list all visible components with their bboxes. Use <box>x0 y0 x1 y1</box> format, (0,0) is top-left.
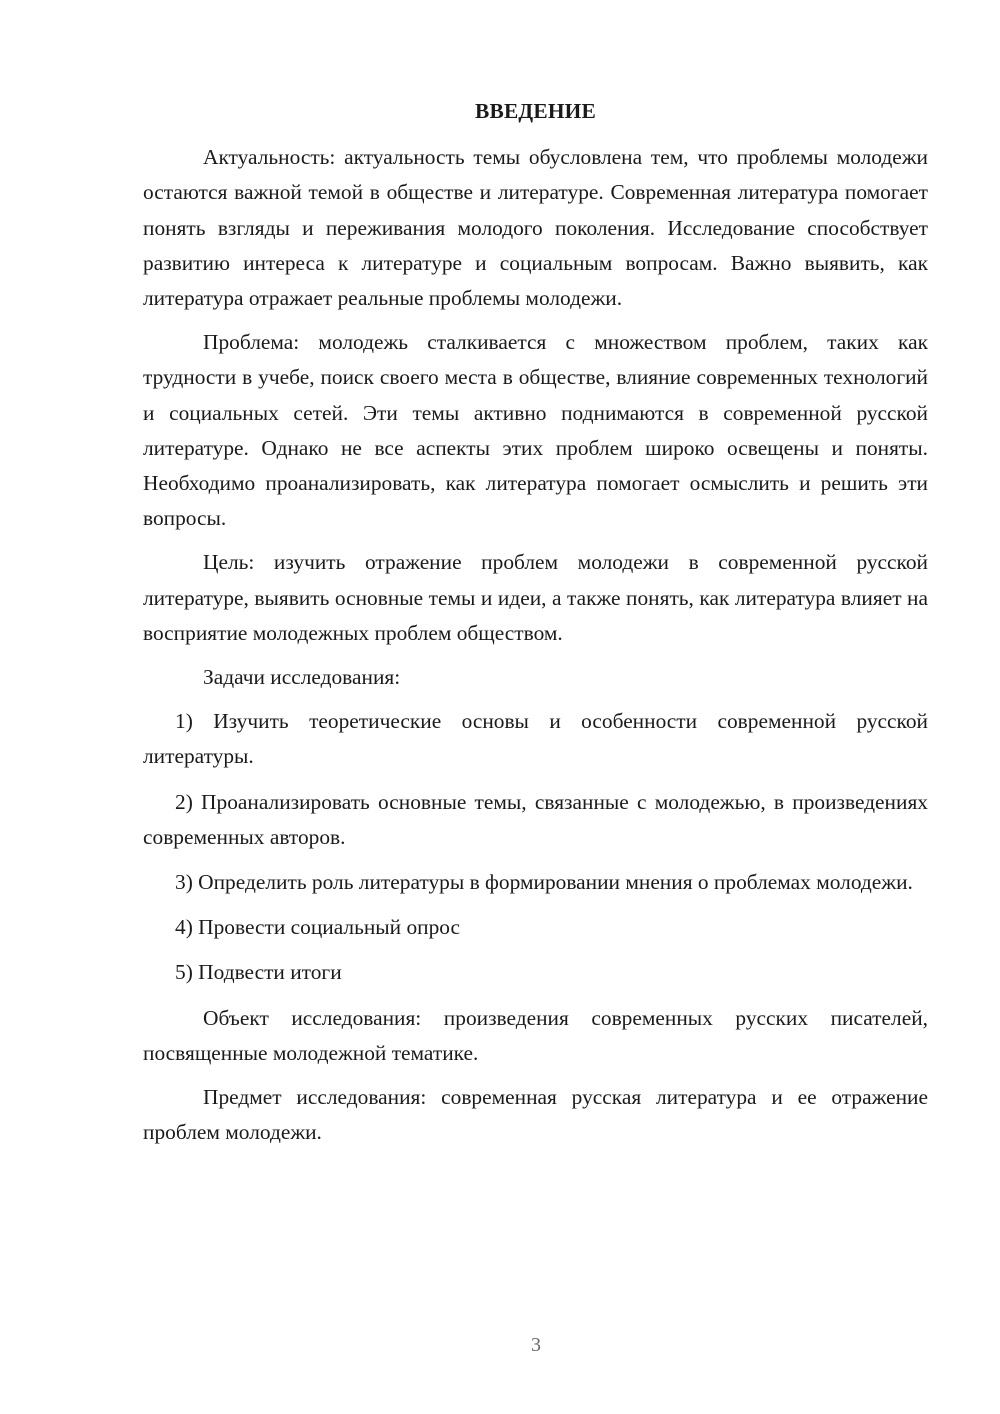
task-item-1: 1) Изучить теоретические основы и особенности современной русской литературы. <box>143 709 928 769</box>
object-paragraph: Объект исследования: произведения современных русских писателей, посвященные молодежной тематике. <box>143 1005 928 1065</box>
tasks-heading: Задачи исследования: <box>203 665 401 690</box>
section-heading: ВВЕДЕНИЕ <box>475 99 596 123</box>
page-number: 3 <box>531 1334 541 1356</box>
page-body <box>143 94 928 1159</box>
relevance-paragraph: Актуальность: актуальность темы обусловлена тем, что проблемы молодежи остаются важной темой в обществе и литературе. Современная литература помогает понять взгляды и переживания молодого поколения. Исследование способствует развитию интереса к литературе и социальным вопросам. Важно выявить, как литература отражает реальные проблемы молодежи. <box>143 145 928 311</box>
task-item-3: 3) Определить роль литературы в формировании мнения о проблемах молодежи. <box>175 870 913 895</box>
subject-paragraph: Предмет исследования: современная русская литература и ее отражение проблем молодежи. <box>143 1085 928 1145</box>
goal-paragraph: Цель: изучить отражение проблем молодежи в современной русской литературе, выявить основные темы и идеи, а также понять, как литература влияет на восприятие молодежных проблем обществом. <box>143 550 928 645</box>
problem-paragraph: Проблема: молодежь сталкивается с множеством проблем, таких как трудности в учебе, поиск своего места в обществе, влияние современных технологий и социальных сетей. Эти темы активно поднимаются в современной русской литературе. Однако не все аспекты этих проблем широко освещены и поняты. Необходимо проанализировать, как литература помогает осмыслить и решить эти вопросы. <box>143 330 928 531</box>
task-item-4: 4) Провести социальный опрос <box>175 915 461 940</box>
task-item-2: 2) Проанализировать основные темы, связанные с молодежью, в произведениях современных авторов. <box>143 789 928 849</box>
task-item-5: 5) Подвести итоги <box>175 960 342 985</box>
